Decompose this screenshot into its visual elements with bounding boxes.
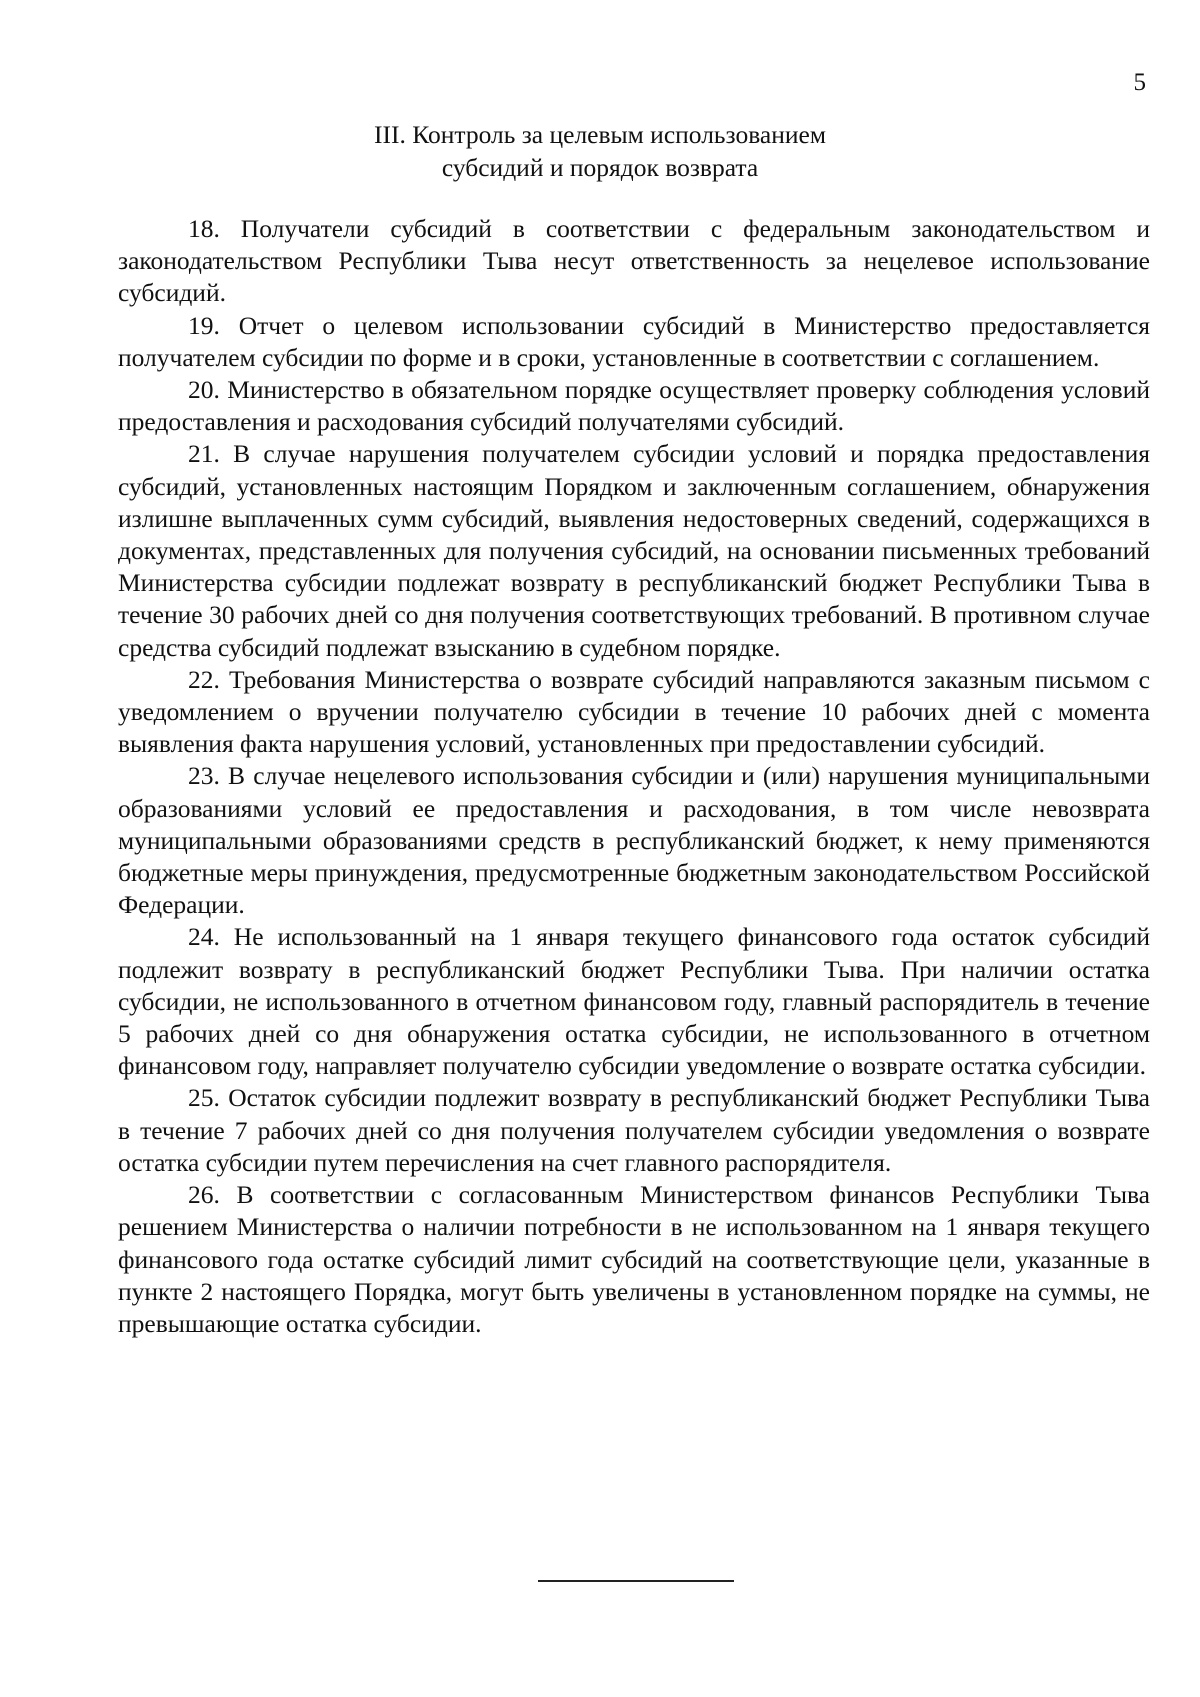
paragraph-23: 23. В случае нецелевого использования субсидии и (или) нарушения муниципальными образованиями условий ее предоставления и расходования, в том числе невозврата муниципальными образованиями средств в республиканский бюджет, к нему применяются бюджетные меры принуждения, предусмотренные бюджетным законодательством Российской Федерации. (118, 761, 1150, 920)
paragraph-26: 26. В соответствии с согласованным Министерством финансов Республики Тыва решением Министерства о наличии потребности в не использованном на 1 января текущего финансового года остатке субсидий лимит субсидий на соответствующие цели, указанные в пункте 2 настоящего Порядка, могут быть увеличены в установленном порядке на суммы, не превышающие остатка субсидии. (118, 1180, 1150, 1338)
paragraph-19: 19. Отчет о целевом использовании субсидий в Министерство предоставляется получателем субсидии по форме и в сроки, установленные в соответствии с соглашением. (118, 310, 1150, 372)
paragraph-24: 24. Не использованный на 1 января текущего финансового года остаток субсидий подлежит возврату в республиканский бюджет Республики Тыва. При наличии остатка субсидии, не использованного в отчетном финансовом году, главный распорядитель в течение 5 рабочих дней со дня обнаружения остатка субсидии, не использованного в отчетном финансовом году, направляет получателю субсидии уведомление о возврате остатка субсидии. (118, 922, 1150, 1081)
section-heading (0, 118, 1200, 184)
section-title-line-2: субсидий и порядок возврата (441, 153, 759, 182)
paragraph-18: 18. Получатели субсидий в соответствии с федеральным законодательством и законодательством Республики Тыва несут ответственность за нецелевое использование субсидий. (118, 214, 1150, 308)
page-number: 5 (1133, 69, 1146, 96)
paragraph-21: 21. В случае нарушения получателем субсидии условий и порядка предоставления субсидий, установленных настоящим Порядком и заключенным соглашением, обнаружения излишне выплаченных сумм субсидий, выявления недостоверных сведений, содержащихся в документах, представленных для получения субсидий, на основании письменных требований Министерства субсидии подлежат возврату в республиканский бюджет Республики Тыва в течение 30 рабочих дней со дня получения соответствующих требований. В противном случае средства субсидий подлежат взысканию в судебном порядке. (118, 439, 1150, 662)
document-body (118, 213, 1150, 1340)
paragraph-25: 25. Остаток субсидии подлежит возврату в республиканский бюджет Республики Тыва в течение 7 рабочих дней со дня получения получателем субсидии уведомления о возврате остатка субсидии путем перечисления на счет главного распорядителя. (118, 1083, 1150, 1177)
paragraph-22: 22. Требования Министерства о возврате субсидий направляются заказным письмом с уведомлением о вручении получателю субсидии в течение 10 рабочих дней с момента выявления факта нарушения условий, установленных при предоставлении субсидий. (118, 664, 1150, 759)
paragraph-20: 20. Министерство в обязательном порядке осуществляет проверку соблюдения условий предоставления и расходования субсидий получателями субсидий. (118, 375, 1150, 437)
closing-divider (538, 1580, 734, 1582)
section-title-line-1: III. Контроль за целевым использованием (374, 120, 826, 149)
